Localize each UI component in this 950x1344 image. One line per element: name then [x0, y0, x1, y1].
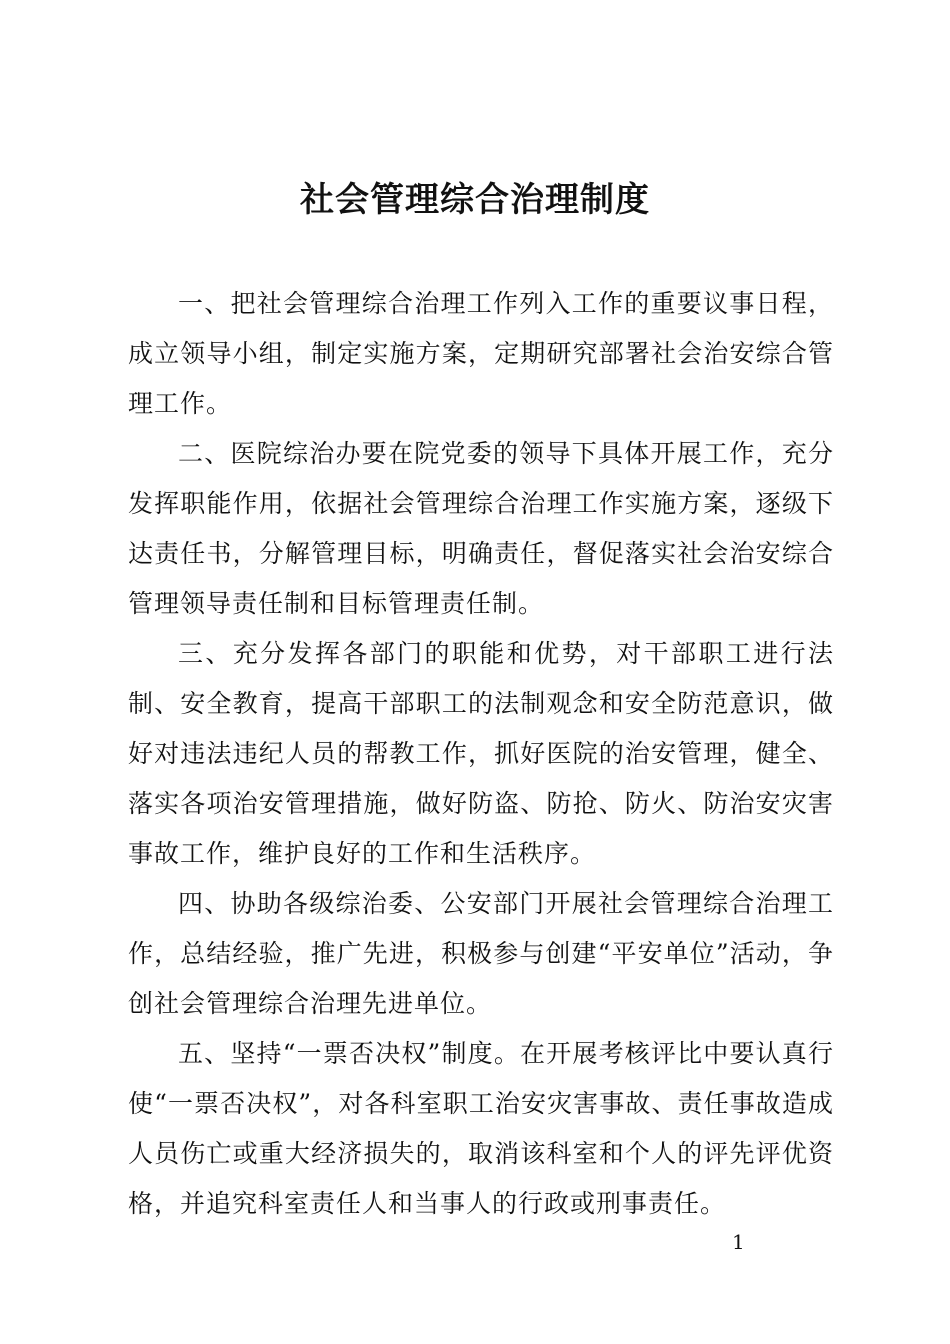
document-body — [128, 279, 834, 1229]
document-title: 社会管理综合治理制度 — [300, 180, 650, 220]
paragraph-2: 二、医院综治办要在院党委的领导下具体开展工作，充分发挥职能作用，依据社会管理综合治理工作实施方案，逐级下达责任书，分解管理目标，明确责任，督促落实社会治安综合管理领导责任制和目标管理责任制。 — [128, 439, 834, 618]
paragraph-5: 五、坚持“一票否决权”制度。在开展考核评比中要认真行使“一票否决权”，对各科室职工治安灾害事故、责任事故造成人员伤亡或重大经济损失的，取消该科室和个人的评先评优资格，并追究科室责任人和当事人的行政或刑事责任。 — [128, 1039, 834, 1218]
paragraph-4: 四、协助各级综治委、公安部门开展社会管理综合治理工作，总结经验，推广先进，积极参与创建“平安单位”活动，争创社会管理综合治理先进单位。 — [128, 889, 834, 1018]
paragraph-1: 一、把社会管理综合治理工作列入工作的重要议事日程，成立领导小组，制定实施方案，定期研究部署社会治安综合管理工作。 — [128, 289, 834, 418]
page-number: 1 — [732, 1230, 745, 1254]
paragraph-3: 三、充分发挥各部门的职能和优势，对干部职工进行法制、安全教育，提高干部职工的法制观念和安全防范意识，做好对违法违纪人员的帮教工作，抓好医院的治安管理，健全、落实各项治安管理措施，做好防盗、防抢、防火、防治安灾害事故工作，维护良好的工作和生活秩序。 — [128, 639, 834, 868]
